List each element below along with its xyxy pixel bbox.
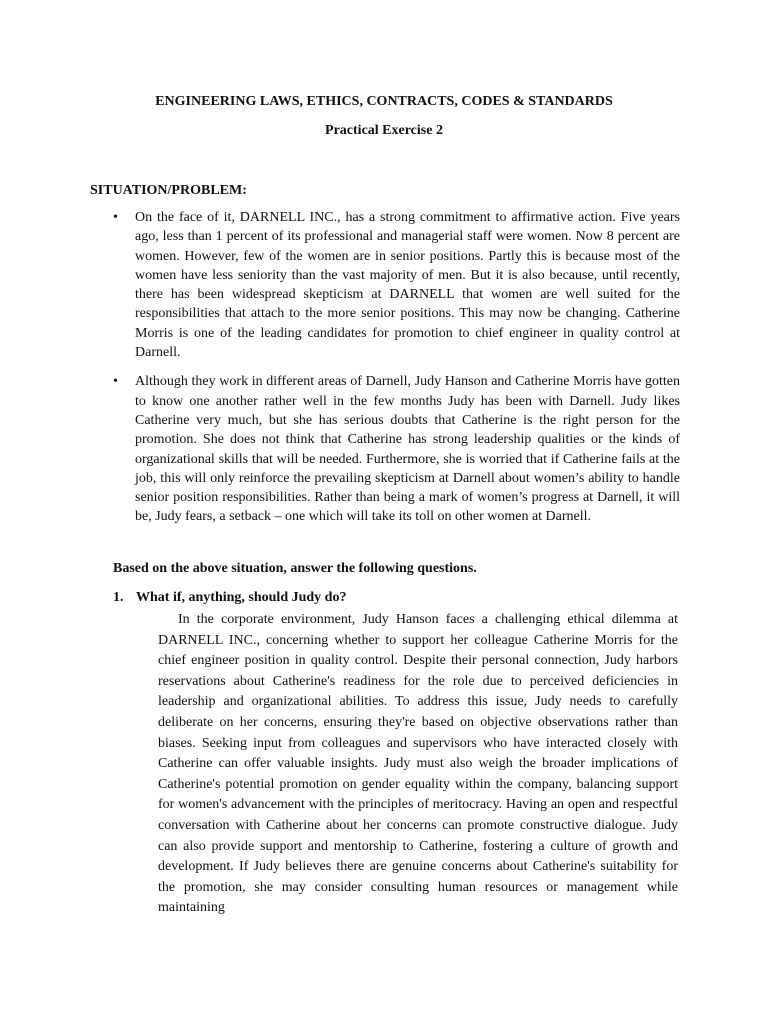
bullet-text: Although they work in different areas of Darnell, Judy Hanson and Catherine Morris have gotten to know one another rather well in the few months Judy has been with Darnell. Judy likes Catherine very much, but she has serious doubts that Catherine is the right person for the promotion. She does not think that Catherine has strong leadership qualities or the kinds of organizational skills that will be needed. Furthermore, she is worried that if Catherine fails at the job, this will only reinforce the prevailing skepticism at Darnell about women’s ability to handle senior position responsibilities. Rather than being a mark of women’s progress at Darnell, it will be, Judy fears, a setback – one which will take its toll on other women at Darnell.: [135, 374, 680, 525]
bullet-icon: •: [113, 210, 118, 225]
document-title: ENGINEERING LAWS, ETHICS, CONTRACTS, CODES & STANDARDS: [155, 94, 613, 109]
list-item: [90, 208, 680, 362]
section-heading: SITUATION/PROBLEM:: [90, 183, 247, 198]
bullet-icon: •: [113, 374, 118, 390]
document-subtitle: Practical Exercise 2: [325, 123, 443, 138]
question-1: [113, 589, 346, 607]
bullet-text: On the face of it, DARNELL INC., has a strong commitment to affirmative action. Five years ago, less than 1 percent of its professional and managerial staff were women. Now 8 percent are women. However, few of the women are in senior positions. Partly this is because most of the women have less seniority than the vast majority of men. But it is also because, until recently, there has been widespread skepticism at DARNELL that women are well suited for the responsibilities that attach to the more senior positions. This may now be changing. Catherine Morris is one of the leading candidates for promotion to chief engineer in quality control at Darnell.: [135, 210, 680, 361]
answer-paragraph: In the corporate environment, Judy Hanson faces a challenging ethical dilemma at DARNELL INC., concerning whether to support her colleague Catherine Morris for the chief engineer position in quality control. Despite their personal connection, Judy harbors reservations about Catherine's readiness for the role due to perceived deficiencies in leadership and organizational abilities. To address this issue, Judy needs to carefully deliberate on her concerns, ensuring they're based on objective observations rather than biases. Seeking input from colleagues and supervisors who have interacted closely with Catherine can offer valuable insights. Judy must also weigh the broader implications of Catherine's potential promotion on gender equality within the company, balancing support for women's advancement with the principles of meritocracy. Having an open and respectful conversation with Catherine about her concerns can promote constructive dialogue. Judy can also provide support and mentorship to Catherine, fostering a culture of growth and development. If Judy believes there are genuine concerns about Catherine's suitability for the promotion, she may consider consulting human resources or management while maintaining: [158, 612, 678, 916]
instruction-prompt: Based on the above situation, answer the following questions.: [113, 561, 477, 576]
situation-bullet-list: [90, 208, 680, 537]
list-item: [90, 372, 680, 526]
question-text: What if, anything, should Judy do?: [136, 590, 347, 605]
question-number: 1.: [113, 590, 124, 605]
